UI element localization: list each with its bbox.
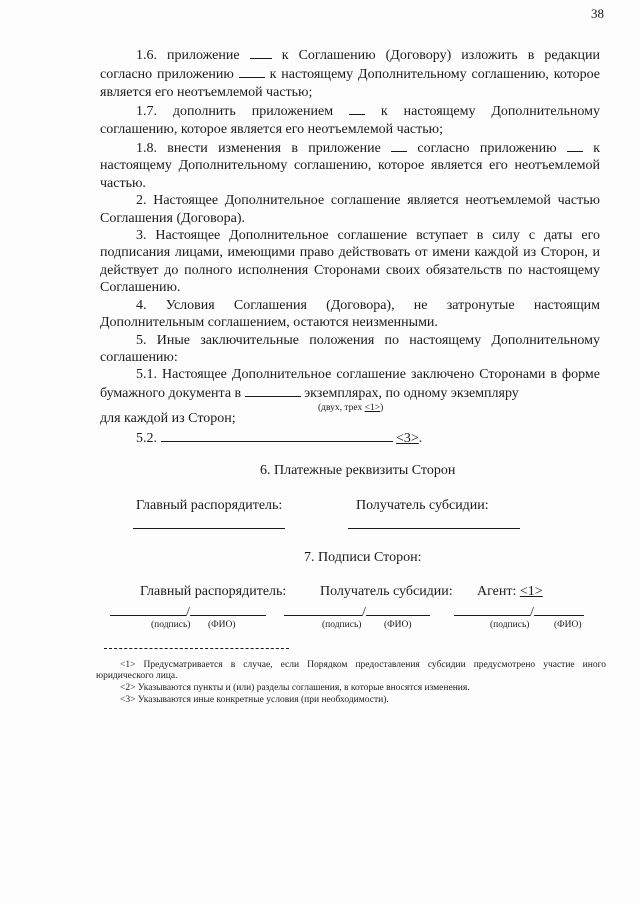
blank-line bbox=[239, 64, 265, 78]
requisites-label-recipient: Получатель субсидии: bbox=[356, 498, 489, 513]
name-caption: (ФИО) bbox=[554, 620, 582, 630]
clause-5: 5. Иные заключительные положения по настоящему Дополнительному соглашению: bbox=[100, 332, 600, 365]
footnote-1: <1> Предусматривается в случае, если Порядком предоставления субсидии предусмотрено участие иного юридического лица. bbox=[96, 660, 606, 681]
clause-1-8: 1.8. внести изменения в приложение согласно приложению к настоящему Дополнительному соглашению, которое является его неотъемлемой частью. bbox=[100, 138, 600, 192]
blank-line bbox=[250, 45, 272, 59]
sign-caption: (подпись) bbox=[322, 620, 362, 630]
sign-caption: (подпись) bbox=[151, 620, 191, 630]
blank-line bbox=[349, 101, 365, 115]
clause-3: 3. Настоящее Дополнительное соглашение вступает в силу с даты его подписания лицами, имеющими право действовать от имени каждой из Сторон, и действует до полного исполнения Сторонами своих обязательств по настоящему Соглашению. bbox=[100, 228, 600, 296]
sign-caption: (подпись) bbox=[490, 620, 530, 630]
section-6-title: 6. Платежные реквизиты Сторон bbox=[260, 463, 456, 478]
blank-line bbox=[161, 428, 393, 442]
signatory-main-manager: Главный распорядитель: bbox=[140, 584, 287, 599]
footnote-2: <2> Указываются пункты и (или) разделы соглашения, в которые вносятся изменения. bbox=[120, 683, 470, 693]
clause-2: 2. Настоящее Дополнительное соглашение является неотъемлемой частью Соглашения (Договора). bbox=[100, 193, 600, 226]
signature-line-recipient: / bbox=[284, 602, 430, 621]
requisites-line-recipient bbox=[348, 528, 520, 529]
blank-line bbox=[245, 383, 301, 397]
clause-5-1: 5.1. Настоящее Дополнительное соглашение заключено Сторонами в форме бумажного документа в экземплярах, по одному экземпляру (двух, трех <1>) для каждой из Сторон; bbox=[100, 367, 600, 426]
section-7-title: 7. Подписи Сторон: bbox=[304, 550, 422, 565]
clause-4: 4. Условия Соглашения (Договора), не затронутые настоящим Дополнительным соглашением, остаются неизменными. bbox=[100, 297, 600, 331]
clause-1-7: 1.7. дополнить приложением к настоящему Дополнительному соглашению, которое является его неотъемлемой частью; bbox=[100, 101, 600, 138]
name-caption: (ФИО) bbox=[208, 620, 236, 630]
blank-line bbox=[391, 138, 407, 152]
blank-line bbox=[567, 138, 583, 152]
clause-5-2: 5.2. <3>. bbox=[136, 428, 422, 447]
signatory-agent: Агент: <1> bbox=[477, 584, 543, 599]
signatory-recipient: Получатель субсидии: bbox=[320, 584, 453, 599]
requisites-label-main-manager: Главный распорядитель: bbox=[136, 498, 283, 513]
footnotes bbox=[96, 660, 606, 707]
copies-note: (двух, трех <1>) bbox=[318, 403, 384, 413]
name-caption: (ФИО) bbox=[384, 620, 412, 630]
signature-line-main-manager: / bbox=[110, 602, 266, 621]
clause-1-6: 1.6. приложение к Соглашению (Договору) изложить в редакции согласно приложению к настоящему Дополнительному соглашению, которое является его неотъемлемой частью; bbox=[100, 45, 600, 101]
page-number: 38 bbox=[591, 6, 604, 21]
agreement-body bbox=[100, 45, 600, 366]
requisites-line-main-manager bbox=[133, 528, 285, 529]
footnote-3: <3> Указываются иные конкретные условия (при необходимости). bbox=[120, 695, 389, 705]
footnote-separator bbox=[104, 648, 289, 649]
signature-line-agent: / bbox=[454, 602, 584, 621]
